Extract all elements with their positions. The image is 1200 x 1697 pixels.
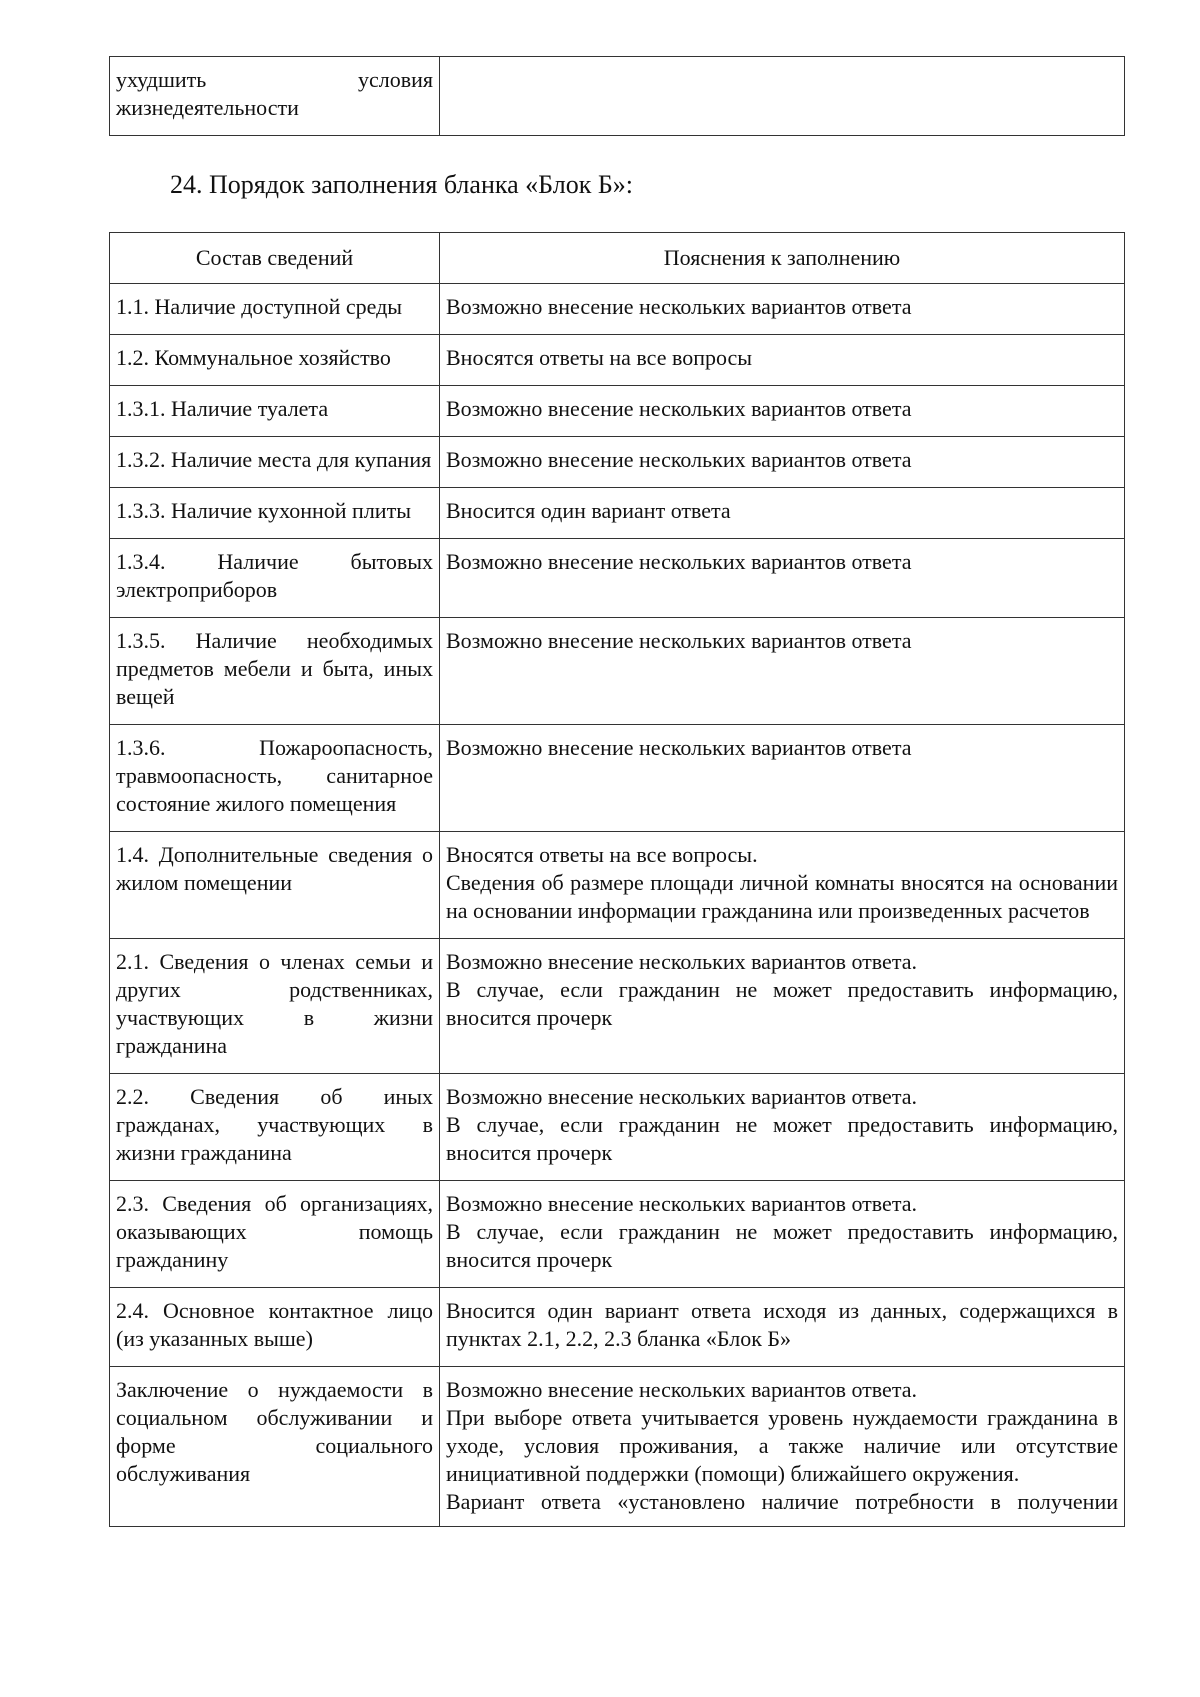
table-cell-item: 1.1. Наличие доступной среды <box>110 284 440 335</box>
table-cell-item: 1.3.5. Наличие необходимых предметов мебели и быта, иных вещей <box>110 618 440 725</box>
table-cell-notes <box>440 1074 1125 1181</box>
note-paragraph: Возможно внесение нескольких вариантов ответа. <box>446 1191 917 1216</box>
note-paragraph: Возможно внесение нескольких вариантов ответа. <box>446 1377 917 1402</box>
table-row <box>110 1367 1125 1527</box>
column-header-explanations: Пояснения к заполнению <box>440 233 1125 284</box>
table-cell-item: 1.3.1. Наличие туалета <box>110 386 440 437</box>
table-cell-item: 1.2. Коммунальное хозяйство <box>110 335 440 386</box>
table-cell-item: 1.3.3. Наличие кухонной плиты <box>110 488 440 539</box>
table-cell-notes <box>440 1288 1125 1367</box>
note-paragraph: В случае, если гражданин не может предоставить информацию, вносится прочерк <box>446 1219 1118 1272</box>
table-cell-notes <box>440 386 1125 437</box>
table-cell-notes <box>440 539 1125 618</box>
table-cell-notes <box>440 832 1125 939</box>
table-cell-item: 1.4. Дополнительные сведения о жилом помещении <box>110 832 440 939</box>
note-paragraph: При выборе ответа учитывается уровень нуждаемости гражданина в уходе, условия проживания, а также наличие или отсутствие инициативной поддержки (помощи) ближайшего окружения. <box>446 1405 1118 1486</box>
note-paragraph: Вносится один вариант ответа исходя из данных, содержащихся в пунктах 2.1, 2.2, 2.3 бланка «Блок Б» <box>446 1298 1118 1351</box>
table-row <box>110 284 1125 335</box>
note-paragraph: Возможно внесение нескольких вариантов ответа <box>446 549 912 574</box>
table-row <box>110 437 1125 488</box>
table-row <box>110 539 1125 618</box>
table-cell-notes <box>440 939 1125 1074</box>
note-paragraph: Возможно внесение нескольких вариантов ответа <box>446 447 912 472</box>
table-cell-notes <box>440 284 1125 335</box>
table-row <box>110 939 1125 1074</box>
table-cell-notes <box>440 618 1125 725</box>
note-paragraph: Возможно внесение нескольких вариантов ответа <box>446 628 912 653</box>
note-paragraph: В случае, если гражданин не может предоставить информацию, вносится прочерк <box>446 1112 1118 1165</box>
table-row <box>110 1181 1125 1288</box>
table-cell-notes <box>440 1367 1125 1527</box>
table-row <box>110 1288 1125 1367</box>
table-cell-notes <box>440 335 1125 386</box>
table-cell-item: 1.3.6. Пожароопасность, травмоопасность, санитарное состояние жилого помещения <box>110 725 440 832</box>
note-paragraph: Возможно внесение нескольких вариантов ответа. <box>446 1084 917 1109</box>
table-row <box>110 57 1125 136</box>
table-row <box>110 618 1125 725</box>
section-heading: 24. Порядок заполнения бланка «Блок Б»: <box>170 170 633 199</box>
table-row <box>110 832 1125 939</box>
note-paragraph: Возможно внесение нескольких вариантов ответа <box>446 396 912 421</box>
table-cell-item: 1.3.4. Наличие бытовых электроприборов <box>110 539 440 618</box>
table-row <box>110 386 1125 437</box>
note-paragraph: Вносится один вариант ответа <box>446 498 731 523</box>
note-paragraph: Сведения об размере площади личной комнаты вносятся на основании на основании информации гражданина или произведенных расчетов <box>446 870 1118 923</box>
table-cell-item: 2.1. Сведения о членах семьи и других родственниках, участвующих в жизни гражданина <box>110 939 440 1074</box>
table-cell-item: Заключение о нуждаемости в социальном обслуживании и форме социального обслуживания <box>110 1367 440 1527</box>
table-cell-notes <box>440 437 1125 488</box>
table-cell-notes <box>440 725 1125 832</box>
table-cell-item: 2.2. Сведения об иных гражданах, участвующих в жизни гражданина <box>110 1074 440 1181</box>
note-paragraph: Вносятся ответы на все вопросы. <box>446 842 758 867</box>
note-paragraph: Возможно внесение нескольких вариантов ответа <box>446 735 912 760</box>
table-cell-item: 2.4. Основное контактное лицо (из указанных выше) <box>110 1288 440 1367</box>
table-row <box>110 725 1125 832</box>
table-cell-notes <box>440 1181 1125 1288</box>
table-cell-item: 1.3.2. Наличие места для купания <box>110 437 440 488</box>
continuation-table <box>109 56 1125 136</box>
table-row <box>110 1074 1125 1181</box>
note-paragraph: Вносятся ответы на все вопросы <box>446 345 753 370</box>
table-cell-notes <box>440 488 1125 539</box>
filling-instructions-table <box>109 232 1125 1527</box>
note-paragraph: Вариант ответа «установлено наличие потребности в получении <box>446 1489 1118 1514</box>
table-header-row <box>110 233 1125 284</box>
note-paragraph: Возможно внесение нескольких вариантов ответа <box>446 294 912 319</box>
table-cell-notes <box>440 57 1125 136</box>
table-cell-item: 2.3. Сведения об организациях, оказывающих помощь гражданину <box>110 1181 440 1288</box>
column-header-composition: Состав сведений <box>110 233 440 284</box>
note-paragraph: Возможно внесение нескольких вариантов ответа. <box>446 949 917 974</box>
note-paragraph: В случае, если гражданин не может предоставить информацию, вносится прочерк <box>446 977 1118 1030</box>
table-row <box>110 335 1125 386</box>
table-row <box>110 488 1125 539</box>
table-cell-item: ухудшить условия жизнедеятельности <box>110 57 440 136</box>
